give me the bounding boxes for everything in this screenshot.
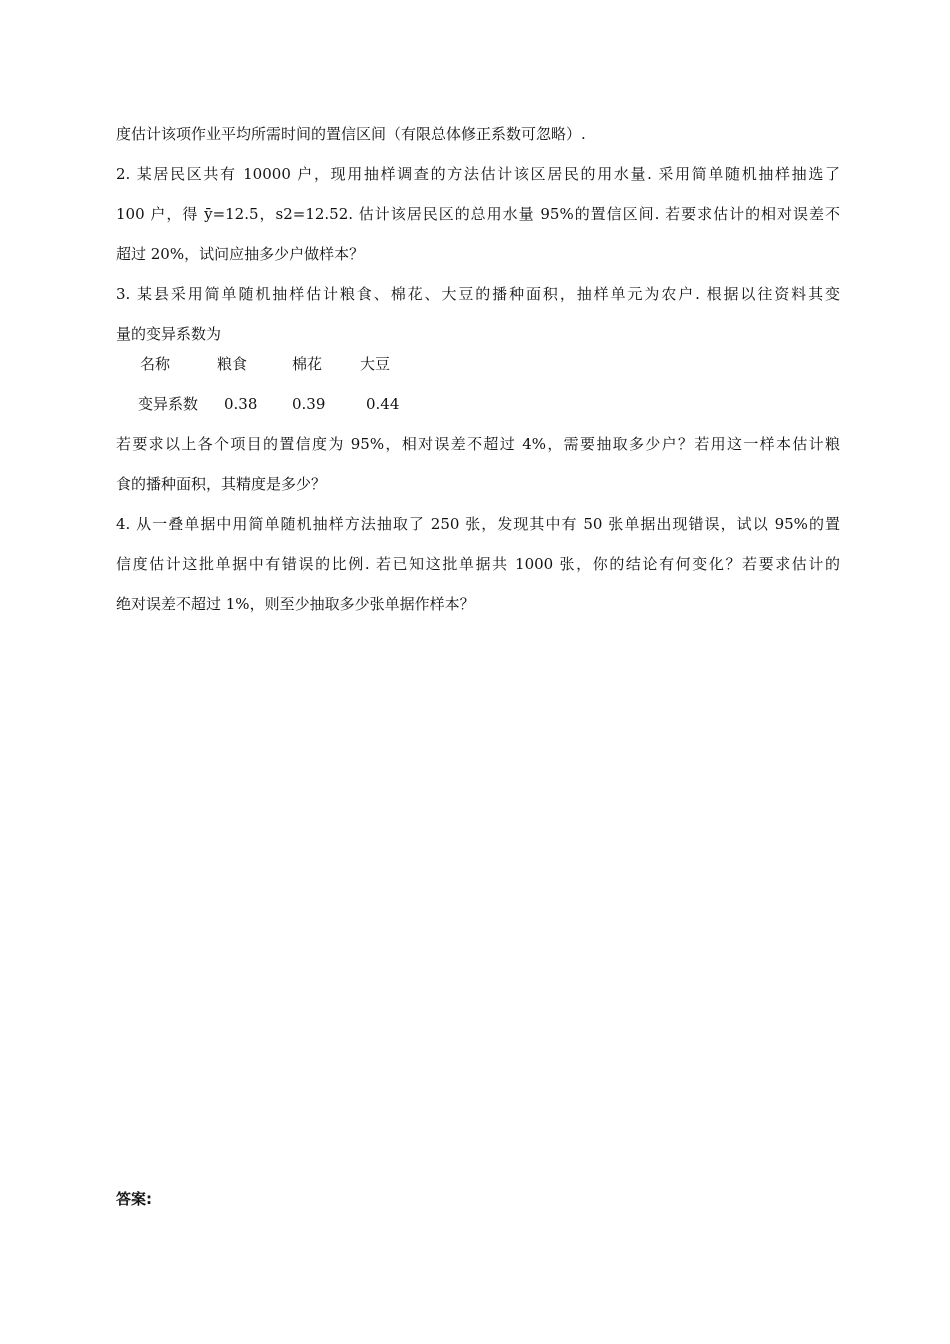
- table-value-soybean: 0.44: [366, 395, 400, 413]
- table-value-cotton: 0.39: [292, 395, 326, 413]
- cv-table-value-row: [116, 394, 536, 414]
- table-value-grain: 0.38: [224, 395, 258, 413]
- table-header-soybean: 大豆: [360, 355, 391, 373]
- q2-line-1: 2. 某居民区共有 10000 户，现用抽样调查的方法估计该区居民的用水量. 采用简单随机抽样抽选了: [116, 165, 840, 183]
- q2-line-3: 超过 20%，试问应抽多少户做样本？: [116, 245, 365, 263]
- table-header-cotton: 棉花: [292, 355, 323, 373]
- cv-table-header-row: [116, 354, 536, 374]
- q3-line-2: 量的变异系数为: [116, 325, 222, 343]
- q3-line-4: 食的播种面积，其精度是多少？: [116, 475, 327, 493]
- table-header-name: 名称: [140, 355, 171, 373]
- q4-line-1: 4. 从一叠单据中用简单随机抽样方法抽取了 250 张，发现其中有 50 张单据出现错误，试以 95%的置: [116, 515, 840, 533]
- q3-line-1: 3. 某县采用简单随机抽样估计粮食、棉花、大豆的播种面积，抽样单元为农户. 根据以往资料其变: [116, 285, 840, 303]
- table-header-grain: 粮食: [217, 355, 248, 373]
- q4-line-2: 信度估计这批单据中有错误的比例. 若已知这批单据共 1000 张，你的结论有何变化？若要求估计的: [116, 555, 840, 573]
- table-row-label: 变异系数: [138, 395, 199, 413]
- q1-continuation-line: 度估计该项作业平均所需时间的置信区间（有限总体修正系数可忽略）.: [116, 125, 586, 143]
- q4-line-3: 绝对误差不超过 1%，则至少抽取多少张单据作样本？: [116, 595, 475, 613]
- q2-line-2: 100 户，得 ȳ=12.5，s2=12.52. 估计该居民区的总用水量 95%的置信区间. 若要求估计的相对误差不: [116, 205, 840, 223]
- answer-heading: 答案:: [116, 1190, 152, 1208]
- q3-line-3: 若要求以上各个项目的置信度为 95%，相对误差不超过 4%，需要抽取多少户？若用这一样本估计粮: [116, 435, 840, 453]
